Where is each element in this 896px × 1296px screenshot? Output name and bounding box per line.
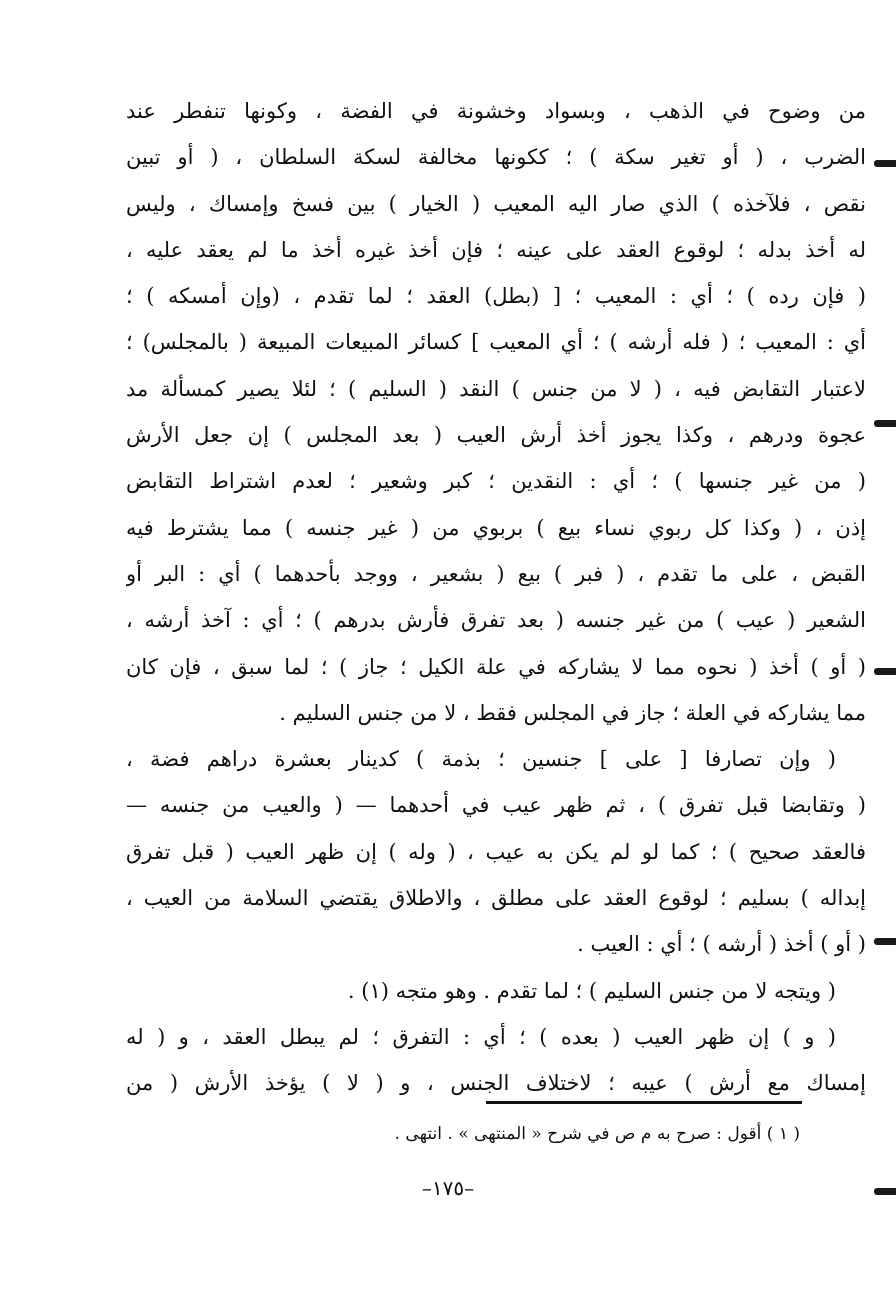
text-line: فالعقد صحيح ) ؛ كما لو لم يكن به عيب ، ( وله ) إن ظهر العيب ( قبل تفرق	[126, 839, 866, 864]
footnote-divider	[486, 1101, 802, 1104]
footnote: ( ١ ) أقول : صرح به م ص في شرح « المنتهى » . انتهى .	[394, 1124, 800, 1144]
text-line: ( فإن رده ) ؛ أي : المعيب ؛ [ (بطل) العقد ؛ لما تقدم ، (وإن أمسكه ) ؛	[126, 284, 866, 309]
text-line: القبض ، على ما تقدم ، ( فبر ) بيع ( بشعير ، ووجد بأحدهما ) أي : البر أو	[126, 561, 866, 586]
text-line: عجوة ودرهم ، وكذا يجوز أخذ أرش العيب ( بعد المجلس ) إن جعل الأرش	[126, 423, 866, 448]
text-line: الشعير ( عيب ) من غير جنسه ( بعد تفرق فأرش بدرهم ) ؛ أي : آخذ أرشه ،	[126, 608, 866, 633]
text-line: إمساك مع أرش ) عيبه ؛ لاختلاف الجنس ، و ( لا ) يؤخذ الأرش ( من	[126, 1071, 866, 1096]
text-line: إذن ، ( وكذا كل ربوي نساء بيع ) بربوي من ( غير جنسه ) مما يشترط فيه	[126, 515, 866, 540]
text-line: إبداله ) بسليم ؛ لوقوع العقد على مطلق ، والاطلاق يقتضي السلامة من العيب ،	[126, 886, 866, 911]
page-number: –١٧٥–	[421, 1176, 475, 1200]
scan-edge-mark	[874, 160, 896, 167]
text-line: ( من غير جنسها ) ؛ أي : النقدين ؛ كبر وشعير ؛ لعدم اشتراط التقابض	[126, 469, 866, 494]
text-line: مما يشاركه في العلة ؛ جاز في المجلس فقط ، لا من جنس السليم .	[279, 700, 866, 725]
text-line: ( أو ) أخذ ( أرشه ) ؛ أي : العيب .	[577, 932, 866, 957]
body-text	[126, 88, 866, 1107]
text-line: ( و ) إن ظهر العيب ( بعده ) ؛ أي : التفرق ؛ لم يبطل العقد ، و ( له	[126, 1024, 836, 1049]
text-line: ( أو ) أخذ ( نحوه مما لا يشاركه في علة الكيل ؛ جاز ) ؛ لما سبق ، فإن كان	[126, 654, 866, 679]
text-line: نقص ، فلآخذه ) الذي صار اليه المعيب ( الخيار ) بين فسخ وإمساك ، وليس	[126, 191, 866, 216]
text-line: من وضوح في الذهب ، وبسواد وخشونة في الفضة ، وكونها تنفطر عند	[126, 99, 866, 123]
scan-edge-mark	[874, 420, 896, 427]
scan-edge-mark	[874, 668, 896, 675]
text-line: ( وإن تصارفا [ على ] جنسين ؛ بذمة ) كدينار بعشرة دراهم فضة ،	[126, 747, 836, 772]
text-line: له أخذ بدله ؛ لوقوع العقد على عينه ؛ فإن أخذ غيره أخذ ما لم يعقد عليه ،	[126, 237, 866, 262]
text-line: أي : المعيب ؛ ( فله أرشه ) ؛ أي المعيب ] كسائر المبيعات المبيعة ( بالمجلس) ؛	[126, 330, 866, 355]
text-line: ( وتقابضا قبل تفرق ) ، ثم ظهر عيب في أحدهما — ( والعيب من جنسه —	[126, 793, 866, 818]
scan-edge-mark	[874, 938, 896, 945]
text-line: لاعتبار التقابض فيه ، ( لا من جنس ) النقد ( السليم ) ؛ لئلا يصير كمسألة مد	[126, 376, 866, 401]
text-line: ( ويتجه لا من جنس السليم ) ؛ لما تقدم . وهو متجه (١) .	[347, 978, 836, 1003]
text-line: الضرب ، ( أو تغير سكة ) ؛ ككونها مخالفة لسكة السلطان ، ( أو تبين	[126, 145, 866, 170]
